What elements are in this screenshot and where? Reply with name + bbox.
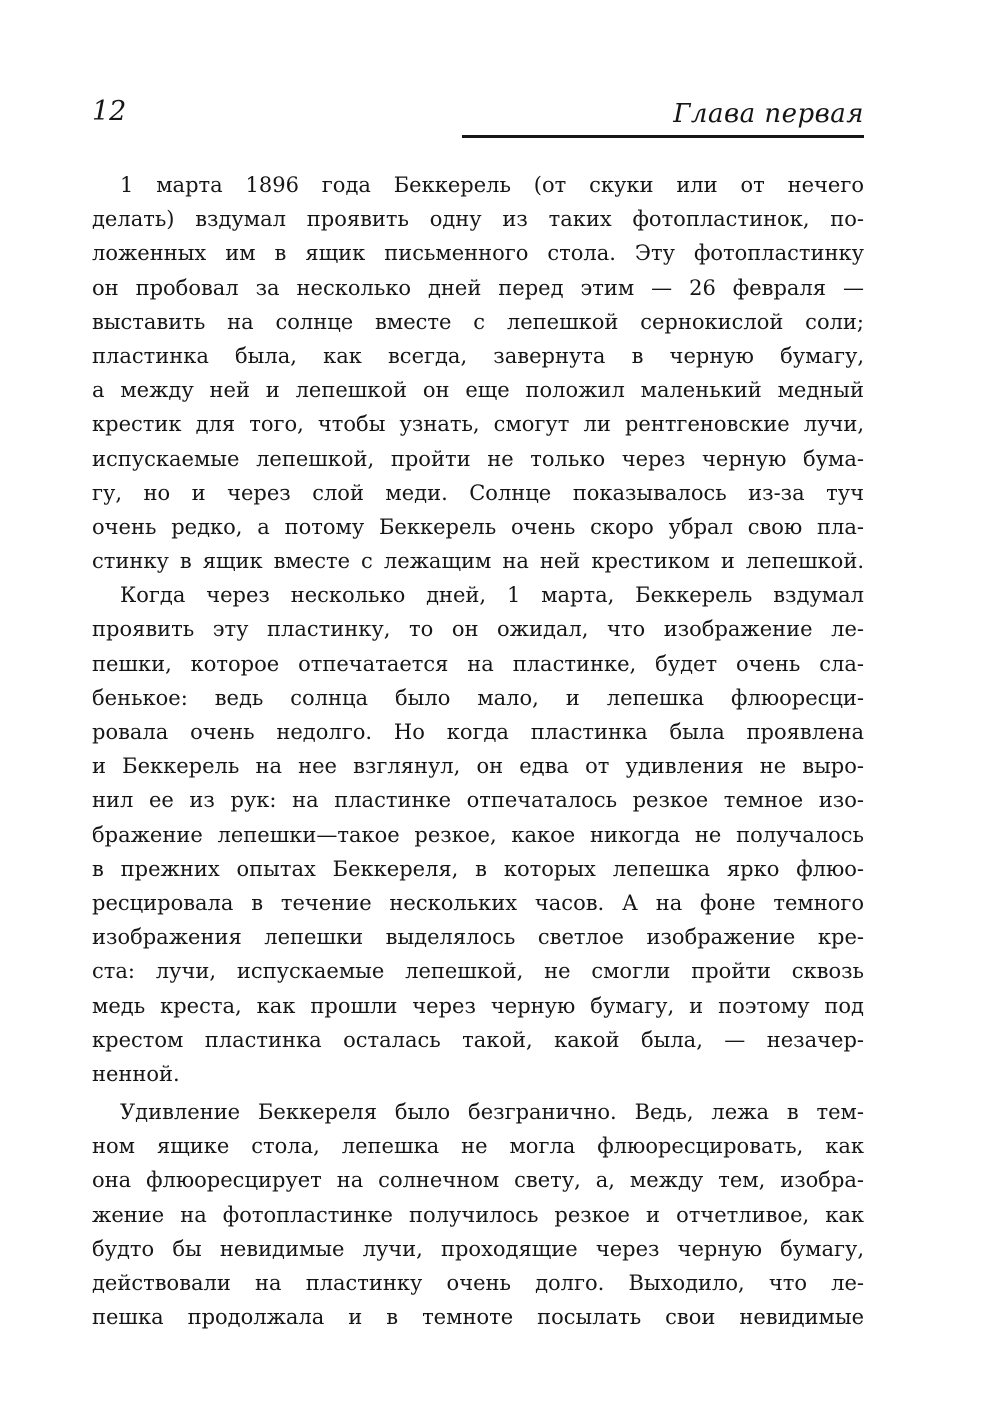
text-line: стинку в ящик вместе с лежащим на ней крестиком и лепешкой. xyxy=(92,549,864,574)
text-line: изображения лепешки выделялось светлое изображение кре- xyxy=(92,925,864,950)
text-line: испускаемые лепешкой, пройти не только через черную бума- xyxy=(92,446,864,471)
text-line: выставить на солнце вместе с лепешкой сернокислой соли; xyxy=(92,309,864,334)
text-line: Когда через несколько дней, 1 марта, Беккерель вздумал xyxy=(120,583,864,608)
text-line: гу, но и через слой меди. Солнце показывалось из-за туч xyxy=(92,480,864,505)
text-line: пешки, которое отпечатается на пластинке, будет очень сла- xyxy=(92,651,864,676)
running-title: Глава первая xyxy=(673,99,864,129)
text-line: 1 марта 1896 года Беккерель (от скуки или от нечего xyxy=(120,173,864,197)
page-header xyxy=(92,88,864,140)
paragraph-3 xyxy=(92,1095,864,1334)
paragraph-1 xyxy=(92,168,864,578)
text-line: и Беккерель на нее взглянул, он едва от удивления не выро- xyxy=(92,754,864,779)
text-line: медь креста, как прошли через черную бумагу, и поэтому под xyxy=(92,993,864,1018)
text-line: бражение лепешки—такое резкое, какое никогда не получалось xyxy=(92,822,864,847)
text-line: ненной. xyxy=(92,1061,180,1086)
text-line: нил ее из рук: на пластинке отпечаталось резкое темное изо- xyxy=(92,788,864,813)
text-line: он пробовал за несколько дней перед этим — 26 февраля — xyxy=(92,275,864,300)
text-line: действовали на пластинку очень долго. Выходило, что ле- xyxy=(92,1271,864,1295)
text-line: очень редко, а потому Беккерель очень скоро убрал свою пла- xyxy=(92,514,864,539)
text-line: ложенных им в ящик письменного стола. Эту фотопластинку xyxy=(92,241,864,266)
text-line: а между ней и лепешкой он еще положил маленький медный xyxy=(92,378,864,403)
text-line: ста: лучи, испускаемые лепешкой, не смогли пройти сквозь xyxy=(92,959,864,984)
text-line: пластинка была, как всегда, завернута в черную бумагу, xyxy=(92,343,864,368)
text-line: ровала очень недолго. Но когда пластинка была проявлена xyxy=(92,720,864,744)
header-rule xyxy=(462,135,864,138)
text-line: крестик для того, чтобы узнать, смогут ли рентгеновские лучи, xyxy=(92,412,864,437)
text-line: она флюоресцирует на солнечном свету, а, между тем, изобра- xyxy=(92,1168,864,1193)
body-text xyxy=(92,168,864,1334)
paragraph-2 xyxy=(92,578,864,1091)
text-line: в прежних опытах Беккереля, в которых лепешка ярко флюо- xyxy=(92,856,864,881)
text-line: крестом пластинка осталась такой, какой была, — незачер- xyxy=(92,1027,864,1052)
text-line: ресцировала в течение нескольких часов. А на фоне темного xyxy=(92,890,864,915)
page-number: 12 xyxy=(92,96,127,127)
text-line: будто бы невидимые лучи, проходящие через черную бумагу, xyxy=(92,1236,864,1261)
text-line: проявить эту пластинку, то он ожидал, что изображение ле- xyxy=(92,617,864,642)
text-line: жение на фотопластинке получилось резкое и отчетливое, как xyxy=(92,1202,864,1227)
text-line: ном ящике стола, лепешка не могла флюоресцировать, как xyxy=(92,1134,864,1159)
text-line: Удивление Беккереля было безгранично. Ведь, лежа в тем- xyxy=(120,1100,864,1125)
text-line: бенькое: ведь солнца было мало, и лепешка флюоресци- xyxy=(92,685,864,710)
text-line: пешка продолжала и в темноте посылать свои невидимые xyxy=(92,1305,864,1330)
text-line: делать) вздумал проявить одну из таких фотопластинок, по- xyxy=(92,207,864,232)
